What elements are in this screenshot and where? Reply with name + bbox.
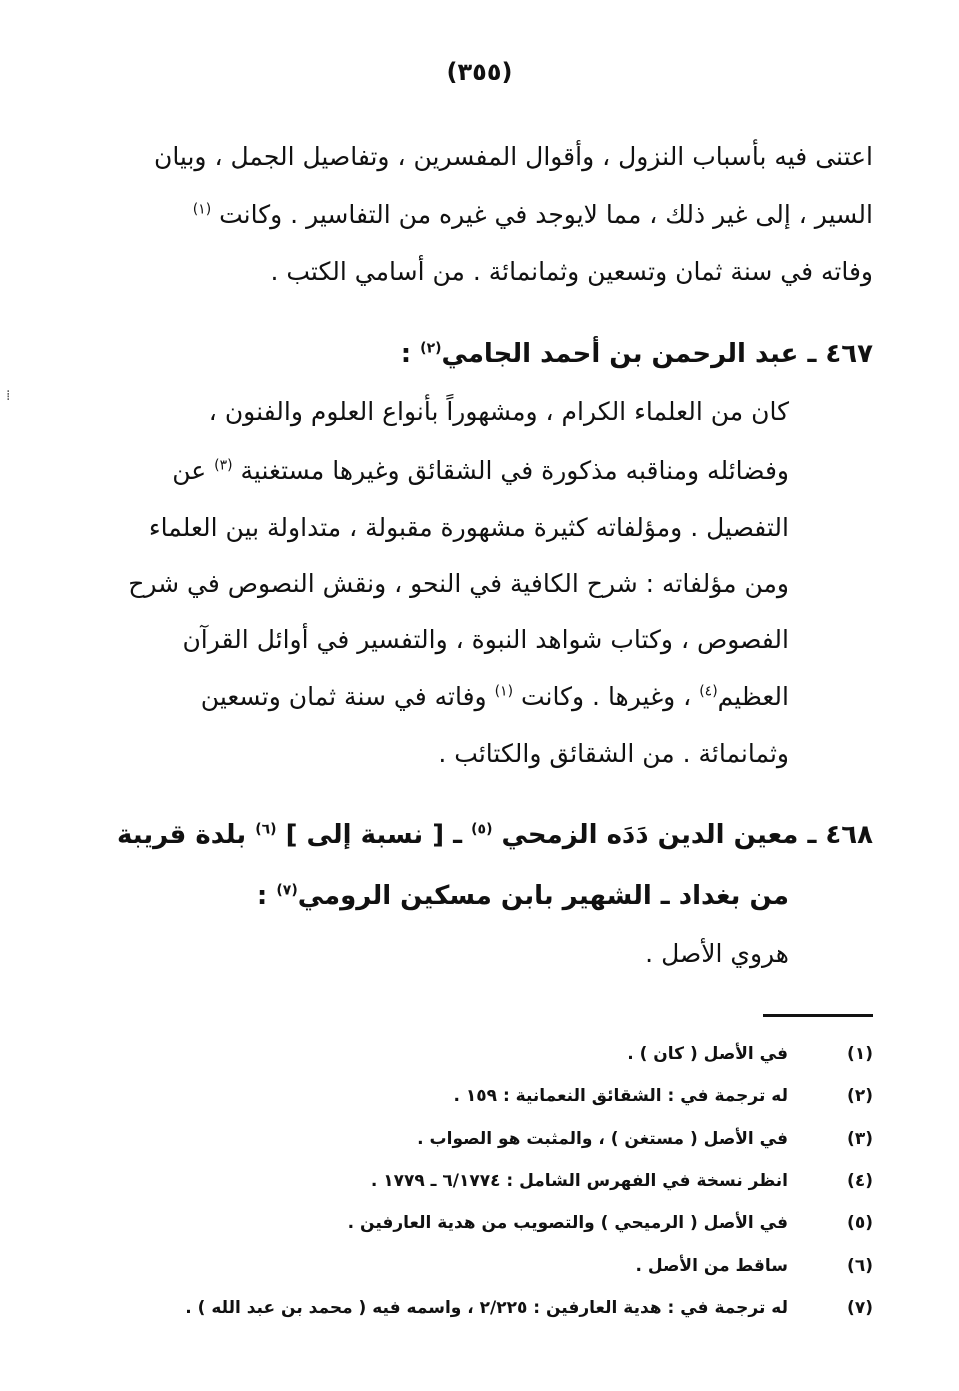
footnote-text: له ترجمة في : هدية العارفين : ٢/٢٢٥ ، واسمه فيه ( محمد بن عبد الله ) .	[185, 1298, 788, 1318]
footnote-ref: (٣)	[214, 457, 233, 474]
footnote-divider	[763, 1014, 873, 1017]
footnote-text: في الأصل ( مستغن ) ، والمثبت هو الصواب .	[417, 1129, 788, 1149]
text-line: الفصوص ، وكتاب شواهد النبوة ، والتفسير في أوائل القرآن	[182, 625, 789, 654]
footnote-item	[73, 1124, 873, 1154]
footnote-ref: (٧)	[276, 882, 298, 899]
text-span: السير ، إلى غير ذلك ، مما لايوجد في غيره من التفاسير . وكانت	[219, 200, 873, 229]
footnote-ref: (٦)	[255, 821, 277, 838]
footnote-ref: (١)	[494, 683, 514, 700]
text-span: وفضائله ومناقبه مذكورة في الشقائق وغيرها مستغنية	[240, 456, 789, 485]
footnote-item	[73, 1039, 873, 1069]
footnote-item	[73, 1081, 873, 1111]
footnote-number: (٧)	[847, 1298, 873, 1318]
footnote-text: له ترجمة في : الشقائق النعمانية : ١٥٩ .	[453, 1086, 788, 1106]
footnote-text: ساقط من الأصل .	[635, 1256, 788, 1276]
text-line: هروي الأصل .	[645, 939, 789, 968]
entry-number: ٤٦٨ ـ	[807, 820, 873, 850]
footnote-item	[73, 1293, 873, 1323]
entry-heading-468	[117, 815, 873, 855]
text-line: اعتنى فيه بأسباب النزول ، وأقوال المفسرين ، وتفاصيل الجمل ، وبيان	[153, 142, 873, 171]
entry-title: بلدة قريبة	[116, 820, 247, 850]
footnote-number: (١)	[847, 1044, 873, 1064]
footnote-text: في الأصل ( كان ) .	[627, 1044, 788, 1064]
footnote-ref: (٤)	[699, 683, 718, 700]
footnote-ref: (٢)	[420, 340, 442, 357]
scan-edge-mark: ⁞	[6, 388, 11, 404]
footnote-number: (٣)	[847, 1129, 873, 1149]
footnote-number: (٦)	[847, 1256, 873, 1276]
footnote-number: (٤)	[847, 1171, 873, 1191]
footnote-text: في الأصل ( الرميحي ) والتصويب من هدية العارفين .	[347, 1213, 788, 1233]
entry-heading-468-cont	[257, 876, 789, 916]
text-span: ، وغيرها . وكانت	[521, 682, 692, 711]
text-line: كان من العلماء الكرام ، ومشهوراً بأنواع العلوم والفنون ،	[208, 397, 789, 426]
text-span: العظيم	[717, 682, 789, 711]
footnote-number: (٢)	[847, 1086, 873, 1106]
footnote-item	[73, 1208, 873, 1238]
entry-heading-467	[401, 334, 873, 374]
text-line	[201, 677, 789, 717]
text-line	[172, 451, 789, 491]
entry-title: معين الدين دَدَه الزمحي	[501, 820, 799, 850]
text-span: وفاته في سنة ثمان وتسعين	[200, 682, 487, 711]
text-line: وفاته في سنة ثمان وتسعين وثمانمائة . من أسامي الكتب .	[270, 257, 873, 286]
entry-title: من بغداد ـ الشهير بابن مسكين الرومي	[297, 881, 789, 911]
text-line: التفصيل . ومؤلفاته كثيرة مشهورة مقبولة ، متداولة بين العلماء	[148, 513, 789, 542]
text-line	[193, 195, 873, 235]
entry-title: عبد الرحمن بن أحمد الجامي	[441, 339, 799, 369]
footnote-ref: (١)	[192, 201, 212, 218]
footnote-text: انظر نسخة في الفهرس الشامل : ٦/١٧٧٤ ـ ١٧٧٩ .	[370, 1171, 788, 1191]
text-span: عن	[172, 456, 207, 485]
heading-colon: :	[400, 339, 412, 369]
footnote-number: (٥)	[847, 1213, 873, 1233]
footnote-item	[73, 1166, 873, 1196]
footnote-item	[73, 1251, 873, 1281]
page-number: (٣٥٥)	[446, 58, 513, 86]
entry-title-bracket: ـ [ نسبة إلى ]	[285, 820, 463, 850]
text-line: وثمانمائة . من الشقائق والكتائب .	[438, 739, 789, 768]
heading-colon: :	[256, 881, 268, 911]
text-line: ومن مؤلفاته : شرح الكافية في النحو ، ونقش النصوص في شرح	[128, 569, 789, 598]
entry-number: ٤٦٧ ـ	[807, 339, 873, 369]
footnote-ref: (٥)	[471, 821, 493, 838]
